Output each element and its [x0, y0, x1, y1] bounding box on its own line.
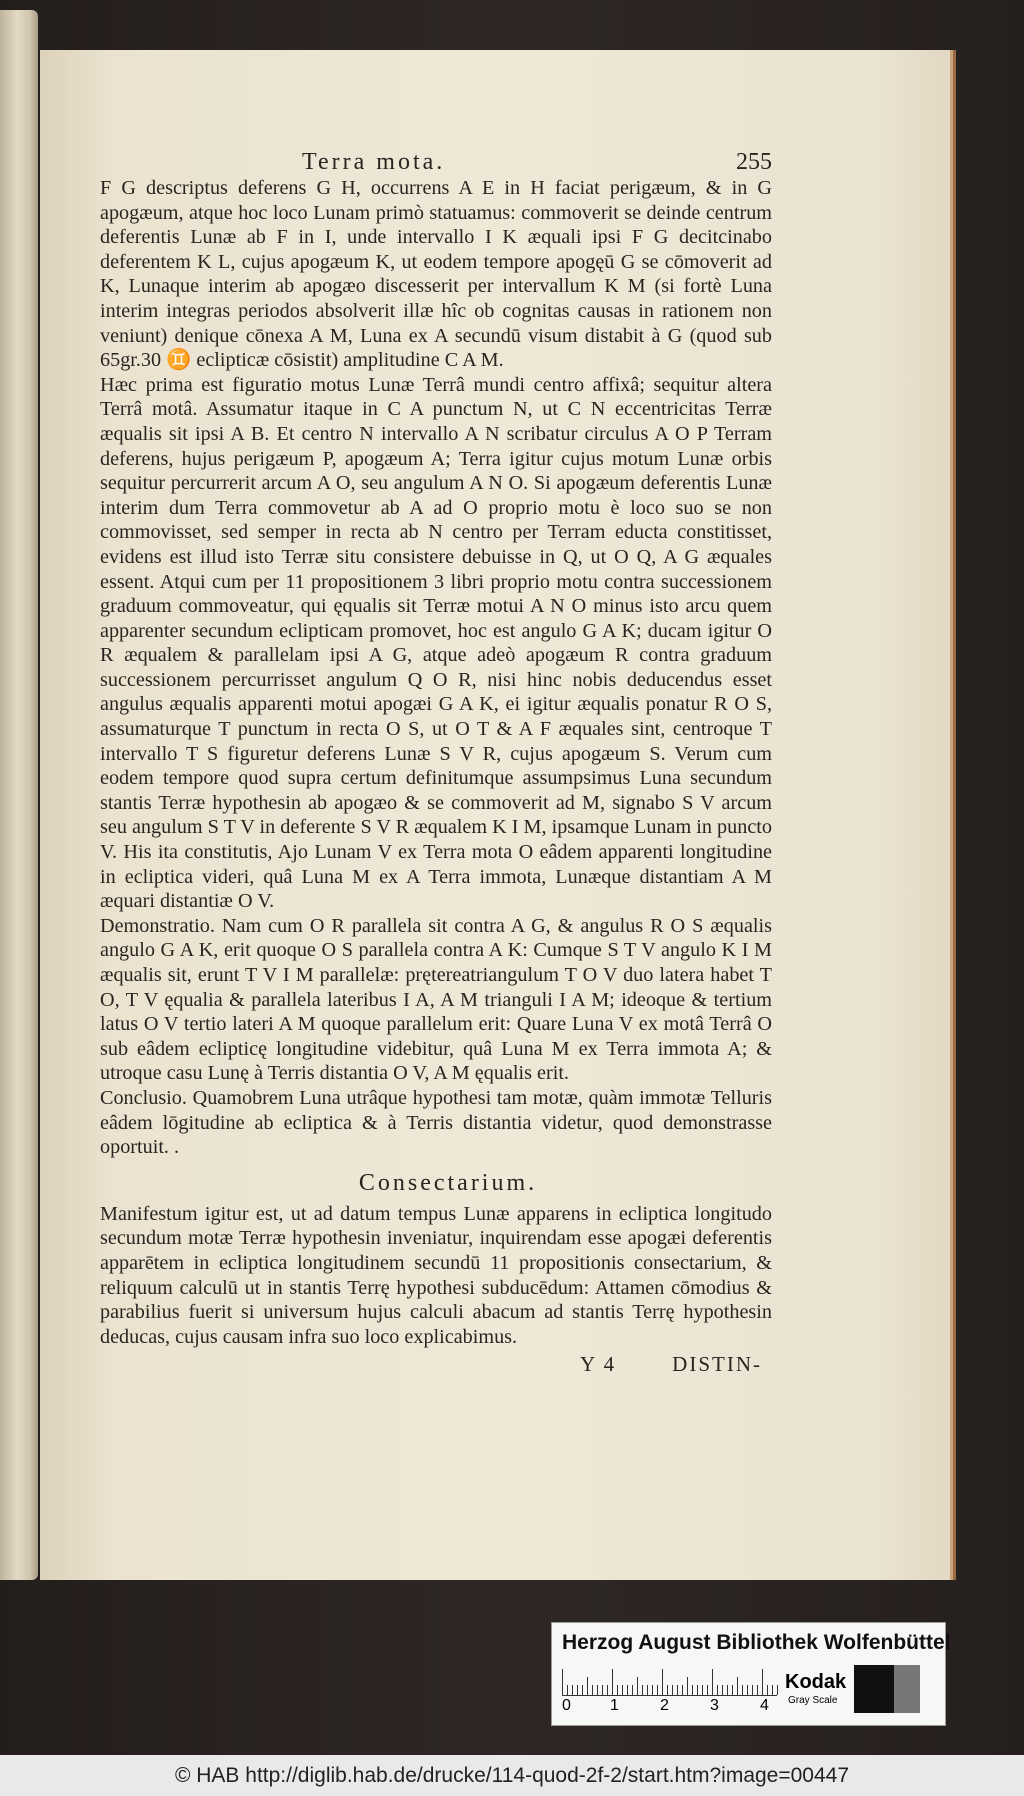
- ruler-tick: [697, 1685, 698, 1695]
- ruler-tick: [632, 1685, 633, 1695]
- ruler-tick: [597, 1685, 598, 1695]
- gray-scale-label: Gray Scale: [788, 1695, 838, 1706]
- ruler-tick: [592, 1685, 593, 1695]
- paragraph-1: F G descriptus deferens G H, occurrens A E in H faciat perigæum, & in G apogæum, atque hoc loco Lunam primò statuamus: commoverit se deinde centrum deferentis Lunæ ab F in I, unde intervallo I K æquali ipsi F G decitcinabo deferentem K L, cujus apogæum K, ut eodem tempore apogęū G se cōmoverit ad K, Lunaque interim ab apogæo discesserit per intervallum K M (si fortè Luna interim integras periodos absolverit illæ hîc ob cognitas causas in rationem non veniunt) denique cōnexa A M, Luna ex A secundū visum distabit à G (quod sub 65gr.30 ♊ eclipticæ cōsistit) amplitudine C A M.: [100, 177, 772, 372]
- ruler-tick: [567, 1685, 568, 1695]
- scale-labels: [562, 1697, 777, 1717]
- color-calibration-card: [551, 1622, 951, 1726]
- ruler-tick: [652, 1685, 653, 1695]
- ruler-tick: [692, 1685, 693, 1695]
- ruler-tick: [737, 1677, 738, 1695]
- left-page-edge: [0, 10, 38, 1580]
- ruler-tick: [672, 1685, 673, 1695]
- ruler-tick: [572, 1685, 573, 1695]
- scale-label: 2: [660, 1697, 669, 1714]
- ruler-tick: [657, 1685, 658, 1695]
- ruler-tick: [612, 1669, 613, 1695]
- library-name: Herzog August Bibliothek Wolfenbüttel: [562, 1631, 951, 1654]
- paragraph-consectarium: Manifestum igitur est, ut ad datum tempus Lunæ apparens in ecliptica longitudo secundum motæ Terræ hypothesin inveniatur, inquirendam esse apogæi deferentis apparētem in ecliptica longitudinem secundū 11 propositionis consectarium, & reliquum calculū ut in stantis Terrę hypothesi subducēdum: Attamen cōmodius & parabilius fuerit si universum hujus calculi abacum ad stantis Terrę hypothesin deducas, cujus causam infra suo loco explicabimus.: [100, 1202, 772, 1348]
- scale-label: 1: [610, 1697, 619, 1714]
- paragraph-conclusio: Conclusio. Quamobrem Luna utrâque hypothesi tam motæ, quàm immotæ Telluris eâdem lōgitudine ab ecliptica & à Terris distantia videtur, quod demonstrasse oportuit. .: [100, 1086, 772, 1159]
- ruler-tick: [767, 1685, 768, 1695]
- ruler-tick: [617, 1685, 618, 1695]
- ruler-tick: [682, 1685, 683, 1695]
- ruler-tick: [717, 1685, 718, 1695]
- ruler-tick: [647, 1685, 648, 1695]
- scale-label: 3: [710, 1697, 719, 1714]
- ruler-tick: [707, 1685, 708, 1695]
- ruler-tick: [577, 1685, 578, 1695]
- ruler-tick: [727, 1685, 728, 1695]
- ruler-tick: [622, 1685, 623, 1695]
- scale-label: 0: [562, 1697, 571, 1714]
- kodak-logo: Kodak: [785, 1671, 847, 1693]
- ruler-tick: [762, 1669, 763, 1695]
- running-head: [100, 140, 772, 176]
- catchword: DISTIN-: [672, 1352, 762, 1377]
- ruler-tick: [677, 1685, 678, 1695]
- ruler-tick: [662, 1669, 663, 1695]
- grey-swatch: [894, 1665, 920, 1713]
- ruler-tick: [607, 1685, 608, 1695]
- ruler-tick: [722, 1685, 723, 1695]
- signature-mark: Y 4: [580, 1352, 617, 1377]
- running-title: Terra mota.: [302, 149, 446, 175]
- ruler-tick: [702, 1685, 703, 1695]
- ruler-tick: [752, 1685, 753, 1695]
- black-swatch: [854, 1665, 894, 1713]
- ruler-tick: [602, 1685, 603, 1695]
- ruler-tick: [642, 1685, 643, 1695]
- ruler-tick: [712, 1669, 713, 1695]
- copyright-footer: [0, 1755, 1024, 1796]
- ruler-tick: [587, 1677, 588, 1695]
- section-heading: Consectarium.: [358, 1169, 538, 1196]
- ruler-tick: [757, 1685, 758, 1695]
- page-number: 255: [736, 149, 772, 175]
- ruler-tick: [667, 1685, 668, 1695]
- ruler-tick: [772, 1685, 773, 1695]
- ruler-tick: [582, 1685, 583, 1695]
- scale-label: 4: [760, 1697, 769, 1714]
- ruler-tick: [742, 1685, 743, 1695]
- ruler-tick: [562, 1669, 563, 1695]
- ruler-tick: [747, 1685, 748, 1695]
- scale-ruler: [562, 1667, 777, 1696]
- ruler-tick: [627, 1685, 628, 1695]
- paragraph-demonstratio: Demonstratio. Nam cum O R parallela sit contra A G, & angulus R O S æqualis angulo G A K, erit quoque O S parallela contra A K: Cumque S T V angulo K I M æqualis sit, erunt T V I M parallelæ: prętereatriangulum T O V duo latera habet T O, T V ęqualia & parallela lateribus I A, A M trianguli I A M; ideoque & tertium latus O V tertio lateri A M quoque parallelum erit: Quare Luna V ex motâ Terrâ O sub eâdem eclipticę longitudine videbitur, quâ Luna M ex Terra immota A; & utroque casu Lunę à Terris distantia O V, A M ęqualis erit.: [100, 914, 772, 1085]
- ruler-tick: [777, 1685, 778, 1695]
- ruler-tick: [732, 1685, 733, 1695]
- footer-text: © HAB http://diglib.hab.de/drucke/114-quod-2f-2/start.htm?image=00447: [174, 1763, 850, 1787]
- ruler-tick: [687, 1677, 688, 1695]
- text-block: [100, 140, 772, 1379]
- signature-row: [100, 1349, 762, 1379]
- paragraph-2: Hæc prima est figuratio motus Lunæ Terrâ mundi centro affixâ; sequitur altera Terrâ motâ. Assumatur itaque in C A punctum N, ut C N eccentricitas Terræ æqualis sit ipsi A B. Et centro N intervallo A N scribatur circulus A O P Terram deferens, hujus perigæum P, apogæum A; Terra igitur cujus motum Lunæ orbis sequitur percurrerit arcum A O, seu angulum A N O. Si apogæum deferentis Lunæ interim dum Terra commovetur ab A ad O proprio motu è loco suo se non commovisset, sed semper in recta ab N centro per Terram educta constitisset, evidens est illud isto Terræ situ consistere debuisse in Q, ut O Q, A G æquales essent. Atqui cum per 11 propositionem 3 libri proprio motu contra successionem graduum commoveatur, qui ęqualis sit Terræ motui A N O minus isto arcu quem apparenter secundum eclipticam promovet, hoc est angulo G A K; ducam igitur O R æqualem & parallelam ipsi A G, atque adeò apogæum R contra graduum successionem percurrisset angulum Q O R, nisi hinc nobis deducendus esset angulus æqualis apparenti motui apogæi G A K, ei igitur æqualis ponatur R O S, assumaturque T punctum in recta O S, ut O T & A F æquales sint, centroque T intervallo T S figuretur deferens Lunæ S V R, cujus apogæum S. Verum cum eodem tempore quod supra certum definitumque assumpsimus Luna secundum stantis Terræ hypothesin ab apogæo & se commoverit ad M, signabo S V arcum seu angulum S T V in deferente S V R æqualem K I M, ipsamque Lunam in puncto V. His ita constitutis, Ajo Lunam V ex Terra mota O eâdem apparenti longitudine in ecliptica videri, quâ Luna M ex A Terra immota, Lunæque distantiam A M æquari distantiæ O V.: [100, 373, 772, 913]
- book-page: [40, 50, 950, 1580]
- ruler-tick: [637, 1677, 638, 1695]
